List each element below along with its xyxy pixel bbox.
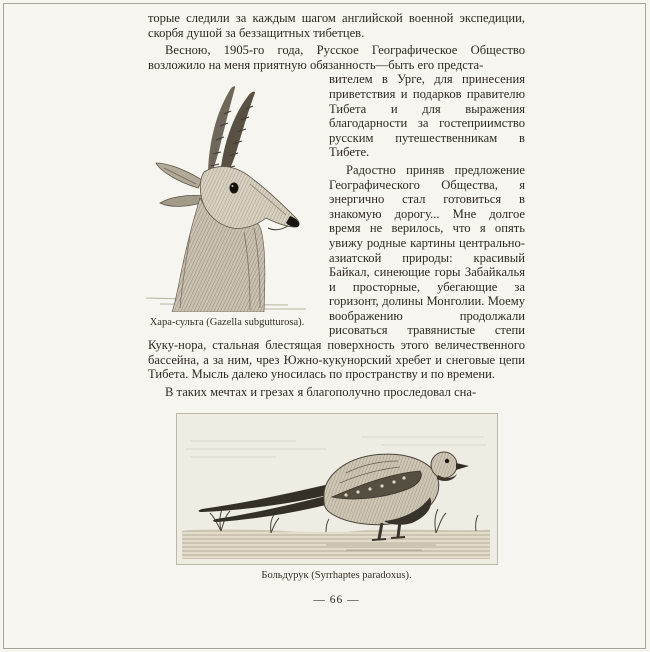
sandgrouse-illustration (176, 413, 498, 565)
paragraph-dreams: В таких мечтах и грезах я благополучно проследовал сна- (165, 384, 477, 399)
page-number: — 66 — (313, 594, 360, 607)
figure-gazelle (138, 76, 316, 329)
paragraph-spring-part1: Весною, 1905-го года, Русское Географическое Общество возложило на меня приятную обязанность—быть его предста- (148, 43, 525, 72)
gazelle-illustration (138, 76, 316, 312)
sandgrouse-caption: Больдурук (Syrrhaptes paradoxus). (261, 570, 412, 582)
paragraph-joyful: Радостно приняв предложение Географического Общества, я энергично стал готовиться в знакомую дорогу... Мне долгое время не верилось, что я опять увижу родные картины центрально-азиатской природы: красивый Байкал, синеющие горы Забайкалья и просторные, убегающие за горизонт, долины Монголии. Моему воображению продолжали рисоваться травянистые степи Куку-нора, стальная блестящая поверхность этого величественного бассейна, а за ним, чрез Южно-кукунорский хребет и снеговые цепи Тибета. Мысль далеко уносилась по пространству и по времени. (148, 162, 525, 382)
figure-bird (176, 413, 498, 582)
gazelle-caption: Хара-сульта (Gazella subgutturosa). (149, 317, 305, 329)
page-content (148, 11, 525, 606)
paragraph-spring-part2: вителем в Урге, для принесения приветствия и подарков правителю Тибета и для выражения благодарности за гостеприимство русским путешественникам в Тибете. (329, 72, 525, 160)
paragraph-continuation: торые следили за каждым шагом английской военной экспедиции, скорбя душой за беззащитных тибетцев. (148, 11, 525, 40)
